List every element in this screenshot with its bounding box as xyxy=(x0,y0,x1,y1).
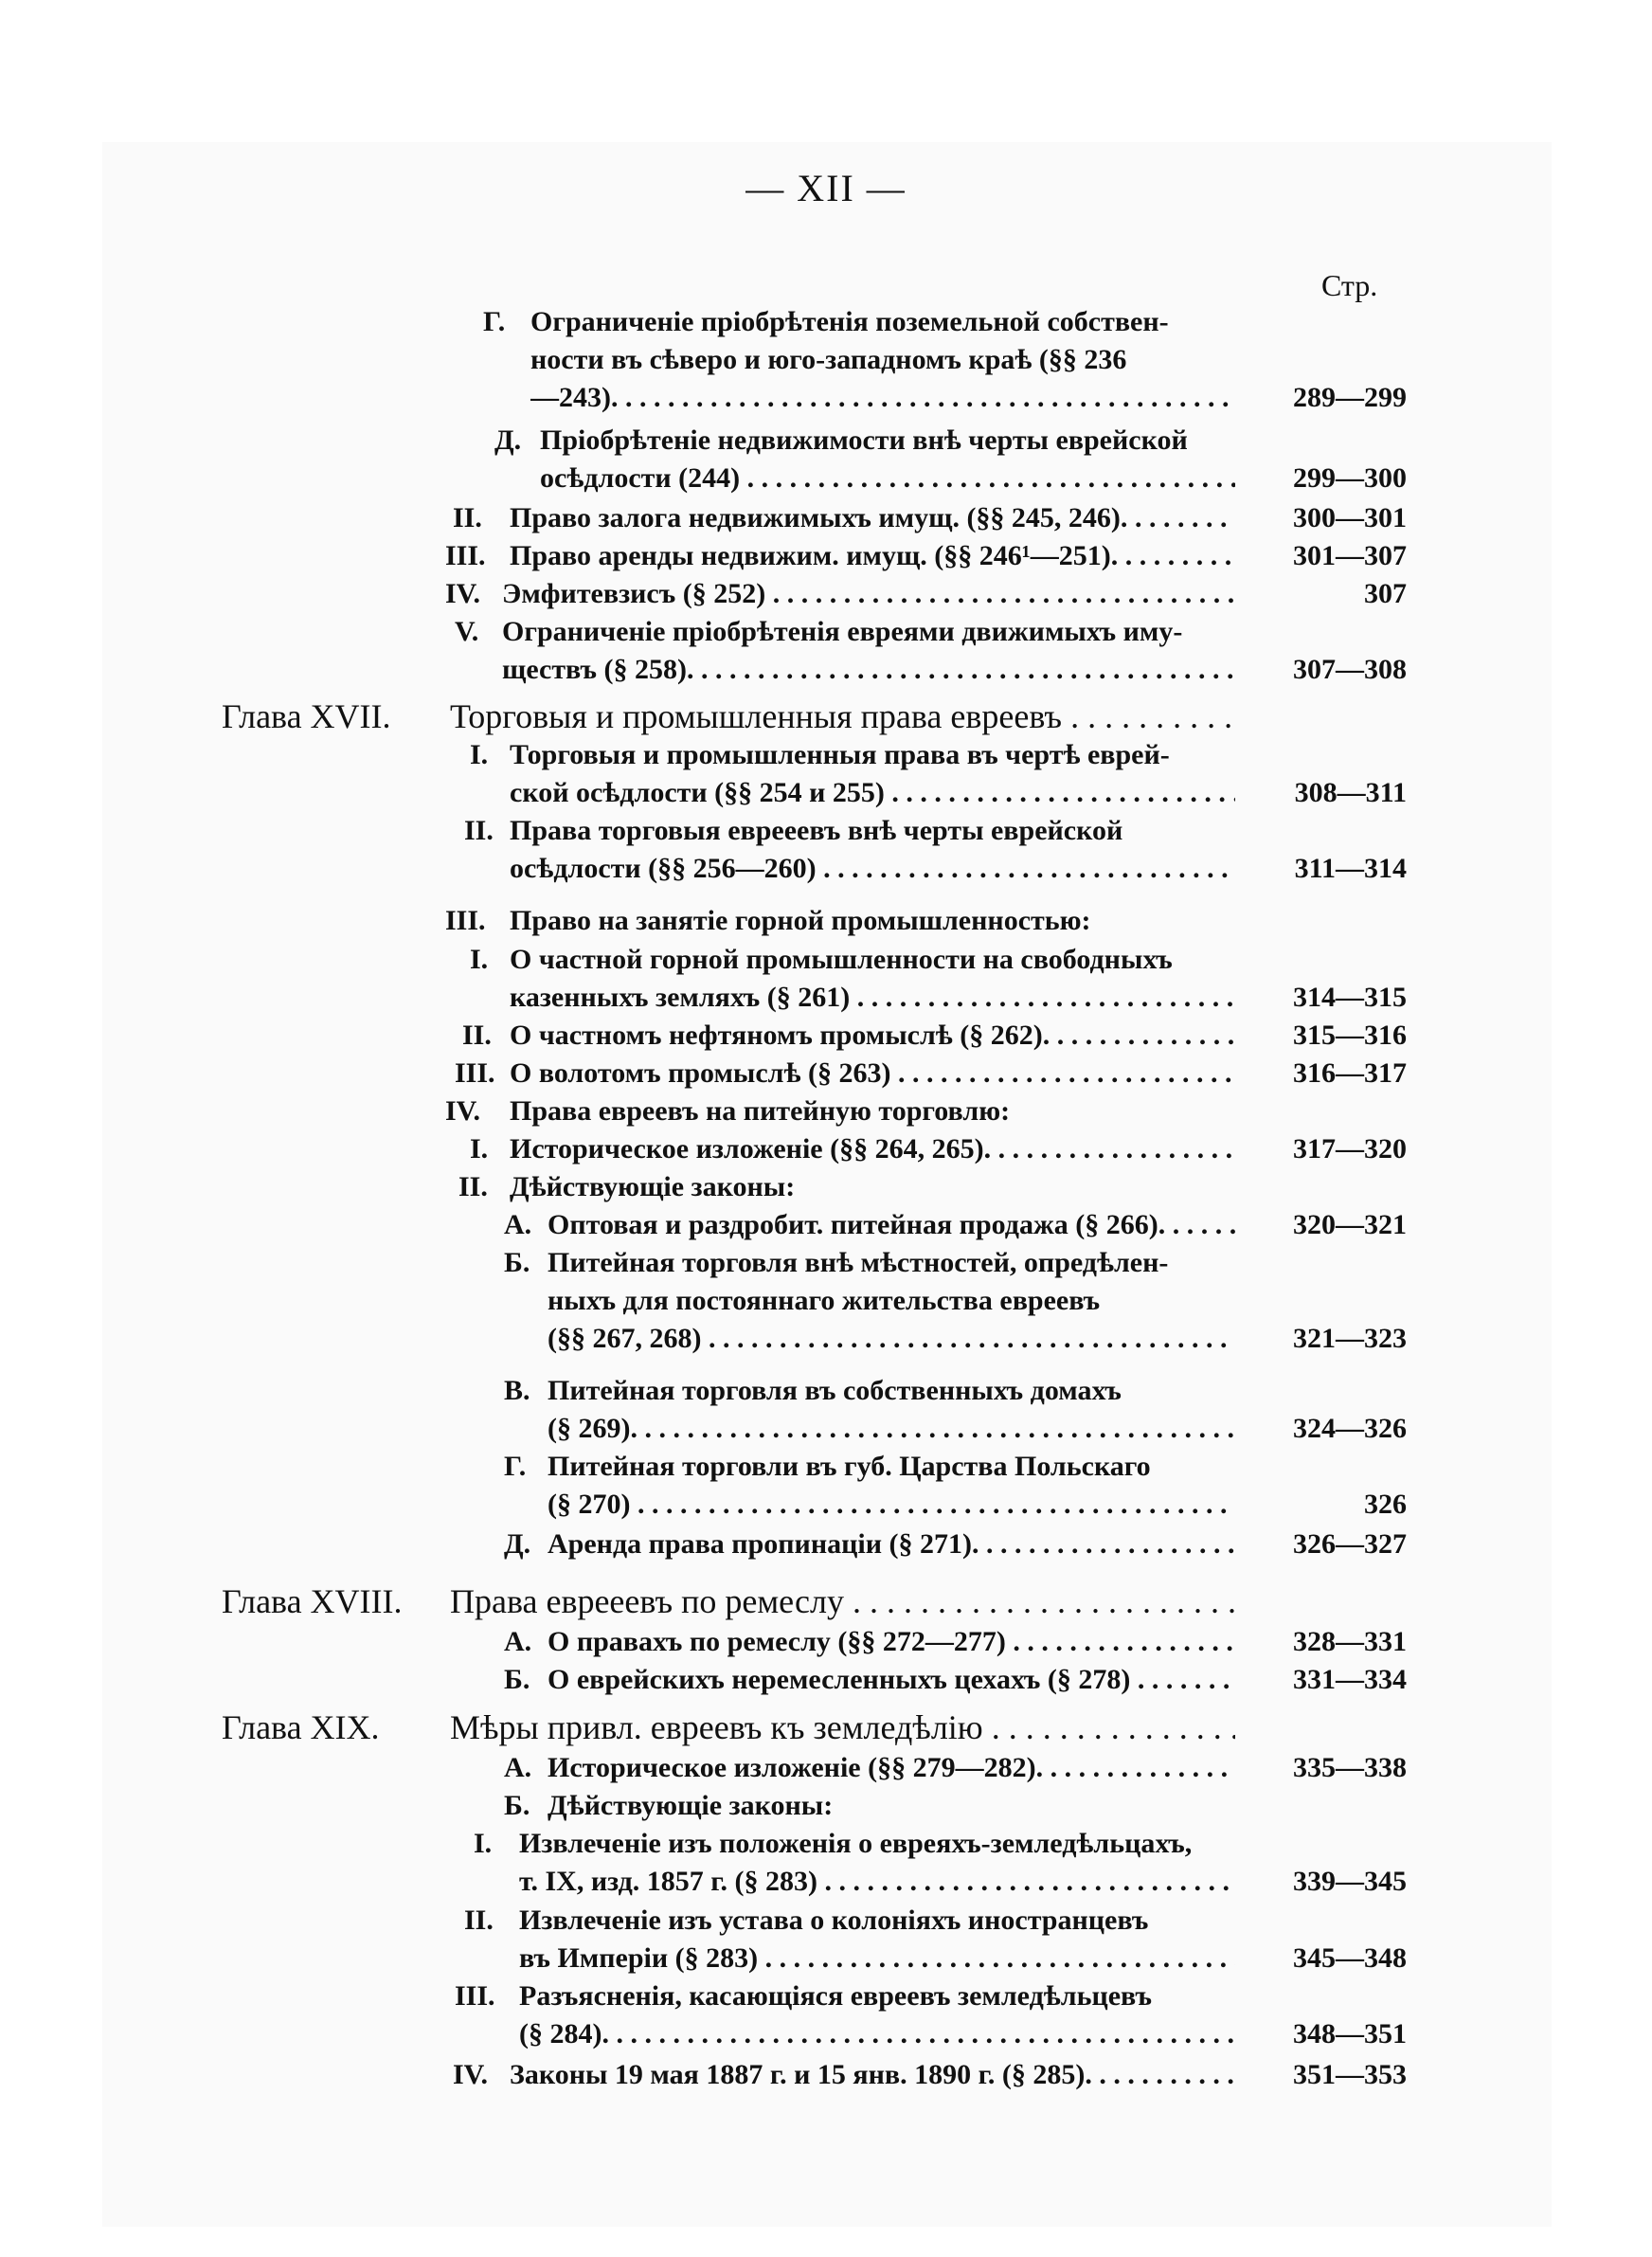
entry-text: ской осѣдлости (§§ 254 и 255) . . . xyxy=(510,774,1235,812)
entry-number: III. xyxy=(445,905,486,936)
toc-entry-line xyxy=(0,1092,1652,1130)
page-range: 326—327 xyxy=(1293,1528,1407,1560)
entry-text: Оптовая и раздробит. питейная продажа (§ 266). . . . xyxy=(548,1206,1235,1244)
entry-text: Пріобрѣтеніе недвижимости внѣ черты еврейской xyxy=(540,424,1188,456)
entry-number: II. xyxy=(462,1020,492,1051)
toc-entry-line xyxy=(0,1661,1652,1699)
toc-entry-line xyxy=(0,575,1652,613)
entry-text: Права еврееевъ по ремеслу . . . xyxy=(450,1582,1235,1620)
entry-text: Торговыя и промышленныя права въ чертѣ еврей- xyxy=(510,739,1170,770)
page-range: 320—321 xyxy=(1293,1209,1407,1240)
entry-number: Б. xyxy=(504,1664,530,1695)
entry-number: I. xyxy=(470,1133,489,1165)
entry-text: Законы 19 мая 1887 г. и 15 янв. 1890 г. (§ 285). . . . xyxy=(510,2056,1235,2094)
page-range: 326 xyxy=(1364,1489,1407,1520)
toc-entry-line xyxy=(0,812,1652,850)
toc-entry-line xyxy=(0,1825,1652,1863)
page-range: 301—307 xyxy=(1293,540,1407,571)
entry-text: О частномъ нефтяномъ промыслѣ (§ 262). . . . xyxy=(510,1017,1235,1055)
entry-text: Ограниченіе пріобрѣтенія евреями движимыхъ иму- xyxy=(502,616,1183,647)
toc-chapter-row xyxy=(0,697,1652,735)
chapter-label: Глава XVIII. xyxy=(222,1582,403,1620)
toc-entry-line xyxy=(0,1282,1652,1320)
toc-entry-line xyxy=(0,1055,1652,1092)
entry-number: А. xyxy=(504,1626,532,1657)
toc-entry-line xyxy=(0,736,1652,774)
entry-number: Б. xyxy=(504,1790,530,1821)
entry-number: II. xyxy=(458,1171,488,1202)
page-range: 324—326 xyxy=(1293,1413,1407,1444)
page-range: 321—323 xyxy=(1293,1323,1407,1354)
entry-number: III. xyxy=(455,1980,495,2012)
toc-entry-line xyxy=(0,613,1652,651)
entry-text: Право на занятіе горной промышленностью: xyxy=(510,905,1091,936)
entry-text: Права торговыя еврееевъ внѣ черты еврейской xyxy=(510,815,1123,846)
page-range: 311—314 xyxy=(1294,853,1407,884)
page-number: — XII — xyxy=(745,167,907,209)
toc-entry-line xyxy=(0,499,1652,537)
entry-text: Историческое изложеніе (§§ 264, 265). . . . xyxy=(510,1130,1235,1168)
entry-text: —243). . . . xyxy=(530,379,1235,417)
entry-text: Питейная торговли въ губ. Царства Польскаго xyxy=(548,1451,1151,1482)
entry-number: Д. xyxy=(494,424,522,456)
entry-text: Извлеченіе изъ устава о колоніяхъ иностранцевъ xyxy=(519,1905,1149,1936)
toc-entry-line xyxy=(0,341,1652,379)
page-range: 351—353 xyxy=(1293,2059,1407,2090)
toc-entry-line xyxy=(0,1940,1652,1977)
entry-text: Право залога недвижимыхъ имущ. (§§ 245, 246). . . . xyxy=(510,499,1235,537)
toc-entry-line xyxy=(0,1623,1652,1661)
toc-entry-line xyxy=(0,1017,1652,1055)
entry-text: Разъясненія, касающіяся евреевъ земледѣльцевъ xyxy=(519,1980,1152,2012)
toc-chapter-row xyxy=(0,1708,1652,1746)
entry-number: II. xyxy=(464,1905,494,1936)
entry-text: (§ 270) . . . xyxy=(548,1486,1235,1524)
toc-entry-line xyxy=(0,303,1652,341)
toc-entry-line xyxy=(0,422,1652,460)
entry-text: О еврейскихъ неремесленныхъ цехахъ (§ 278) . . . xyxy=(548,1661,1235,1699)
entry-number: III. xyxy=(445,540,486,571)
entry-text: Извлеченіе изъ положенія о евреяхъ-земледѣльцахъ, xyxy=(519,1828,1193,1859)
entry-text: О правахъ по ремеслу (§§ 272—277) . . . xyxy=(548,1623,1235,1661)
entry-text: ности въ сѣверо и юго-западномъ краѣ (§§ 236 xyxy=(530,344,1127,375)
entry-text: осѣдлости (244) . . . xyxy=(540,460,1235,497)
page-range: 345—348 xyxy=(1293,1942,1407,1974)
entry-text: казенныхъ земляхъ (§ 261) . . . xyxy=(510,979,1235,1017)
toc-entry-line xyxy=(0,1448,1652,1486)
page-range: 328—331 xyxy=(1293,1626,1407,1657)
entry-text: Дѣйствующіе законы: xyxy=(548,1790,834,1821)
page-range: 315—316 xyxy=(1293,1020,1407,1051)
toc-entry-line xyxy=(0,1526,1652,1563)
page-range: 307—308 xyxy=(1293,654,1407,685)
toc-entry-line xyxy=(0,1244,1652,1282)
column-label-pages: Стр. xyxy=(1321,268,1378,302)
entry-text: т. IX, изд. 1857 г. (§ 283) . . . xyxy=(519,1863,1235,1901)
entry-text: Эмфитевзисъ (§ 252) . . . xyxy=(502,575,1235,613)
entry-text: О волотомъ промыслѣ (§ 263) . . . xyxy=(510,1055,1235,1092)
toc-entry-line xyxy=(0,1902,1652,1940)
page-range: 335—338 xyxy=(1293,1752,1407,1783)
toc-entry-line xyxy=(0,902,1652,940)
toc-entry-line xyxy=(0,1749,1652,1787)
page-range: 339—345 xyxy=(1293,1866,1407,1897)
entry-number: IV. xyxy=(445,1095,480,1127)
entry-text: Питейная торговля внѣ мѣстностей, опредѣлен- xyxy=(548,1247,1169,1278)
chapter-label: Глава XVII. xyxy=(222,697,391,735)
toc-entry-line xyxy=(0,1977,1652,2015)
page-range: 300—301 xyxy=(1293,502,1407,533)
entry-text: Торговыя и промышленныя права евреевъ . . . xyxy=(450,697,1235,735)
toc-entry-line xyxy=(0,2015,1652,2053)
toc-entry-line xyxy=(0,1486,1652,1524)
entry-text: Право аренды недвижим. имущ. (§§ 246¹—251). . . . xyxy=(510,537,1235,575)
entry-text: Аренда права пропинаціи (§ 271). . . . xyxy=(548,1526,1235,1563)
entry-text: (§ 284). . . . xyxy=(519,2015,1235,2053)
entry-number: II. xyxy=(453,502,482,533)
entry-number: III. xyxy=(455,1057,495,1089)
toc-entry-line xyxy=(0,1168,1652,1206)
entry-text: ществъ (§ 258). . . . xyxy=(502,651,1235,689)
page-range: 314—315 xyxy=(1293,982,1407,1013)
entry-text: Дѣйствующіе законы: xyxy=(510,1171,796,1202)
page-range: 307 xyxy=(1364,578,1407,609)
entry-number: Д. xyxy=(504,1528,531,1560)
toc-entry-line xyxy=(0,850,1652,888)
entry-text: (§§ 267, 268) . . . xyxy=(548,1320,1235,1358)
entry-text: Питейная торговля въ собственныхъ домахъ xyxy=(548,1375,1122,1406)
chapter-label: Глава XIX. xyxy=(222,1708,380,1746)
toc-entry-line xyxy=(0,1206,1652,1244)
toc-chapter-row xyxy=(0,1582,1652,1620)
toc-entry-line xyxy=(0,651,1652,689)
entry-text: Историческое изложеніе (§§ 279—282). . . . xyxy=(548,1749,1235,1787)
toc-entry-line xyxy=(0,2056,1652,2094)
entry-number: II. xyxy=(464,815,494,846)
entry-number: V. xyxy=(455,616,479,647)
page-range: 316—317 xyxy=(1293,1057,1407,1089)
entry-number: Г. xyxy=(504,1451,527,1482)
entry-text: Права евреевъ на питейную торговлю: xyxy=(510,1095,1011,1127)
toc-entry-line xyxy=(0,460,1652,497)
entry-text: въ Имперіи (§ 283) . . . xyxy=(519,1940,1235,1977)
page-range: 308—311 xyxy=(1294,777,1407,808)
page-range: 348—351 xyxy=(1293,2018,1407,2049)
toc-entry-line xyxy=(0,379,1652,417)
entry-number: IV. xyxy=(453,2059,488,2090)
entry-number: Г. xyxy=(483,306,506,337)
page-range: 289—299 xyxy=(1293,382,1407,413)
toc-entry-line xyxy=(0,1410,1652,1448)
page-range: 331—334 xyxy=(1293,1664,1407,1695)
entry-number: В. xyxy=(504,1375,530,1406)
entry-text: О частной горной промышленности на свободныхъ xyxy=(510,944,1173,975)
entry-text: (§ 269). . . . xyxy=(548,1410,1235,1448)
entry-number: А. xyxy=(504,1752,532,1783)
toc-entry-line xyxy=(0,1863,1652,1901)
entry-text: осѣдлости (§§ 256—260) . . . xyxy=(510,850,1235,888)
entry-number: I. xyxy=(470,944,489,975)
entry-number: Б. xyxy=(504,1247,530,1278)
page-range: 299—300 xyxy=(1293,462,1407,494)
toc-entry-line xyxy=(0,979,1652,1017)
toc-entry-line xyxy=(0,537,1652,575)
toc-entry-line xyxy=(0,774,1652,812)
toc-entry-line xyxy=(0,1320,1652,1358)
entry-number: I. xyxy=(474,1828,493,1859)
page-range: 317—320 xyxy=(1293,1133,1407,1165)
toc-entry-line xyxy=(0,1130,1652,1168)
entry-number: I. xyxy=(470,739,489,770)
entry-text: ныхъ для постояннаго жительства евреевъ xyxy=(548,1285,1101,1316)
entry-text: Ограниченіе пріобрѣтенія поземельной собствен- xyxy=(530,306,1169,337)
entry-text: Мѣры привл. евреевъ къ земледѣлію . . . xyxy=(450,1708,1235,1746)
toc-entry-line xyxy=(0,1372,1652,1410)
toc-entry-line xyxy=(0,1787,1652,1825)
entry-number: А. xyxy=(504,1209,532,1240)
entry-number: IV. xyxy=(445,578,480,609)
toc-entry-line xyxy=(0,941,1652,979)
